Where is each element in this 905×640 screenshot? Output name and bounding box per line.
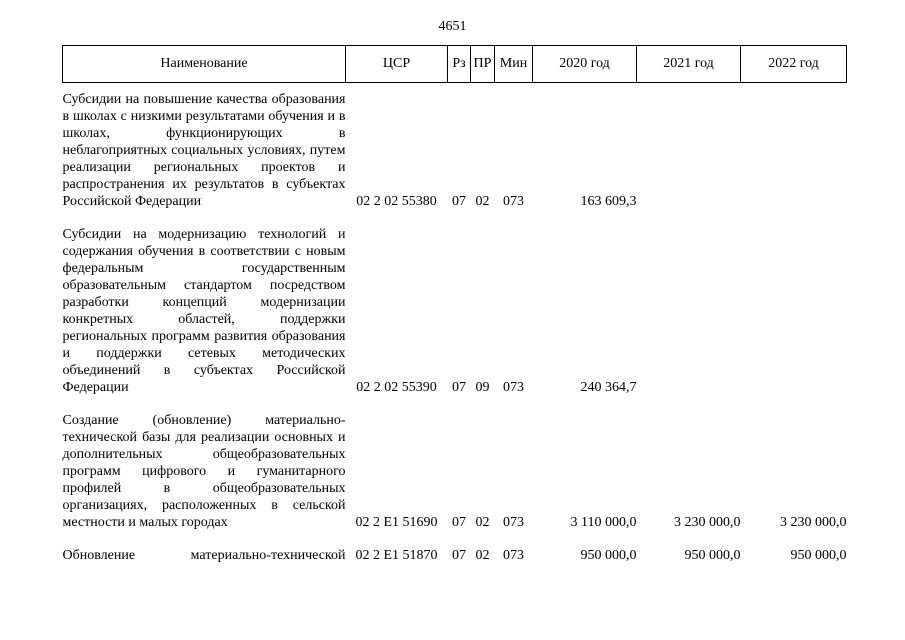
row-pr: 02 bbox=[475, 515, 490, 530]
row-2021 bbox=[637, 226, 741, 396]
row-2022 bbox=[741, 226, 847, 396]
header-pr: ПР bbox=[471, 46, 495, 83]
row-csr: 02 2 E1 51870 bbox=[355, 548, 438, 563]
header-2021: 2021 год bbox=[637, 46, 741, 83]
row-rz: 07 bbox=[452, 194, 466, 209]
header-rz: Рз bbox=[448, 46, 471, 83]
row-min: 073 bbox=[503, 194, 524, 209]
row-pr: 02 bbox=[475, 194, 490, 209]
row-pr: 09 bbox=[475, 380, 490, 395]
row-csr: 02 2 E1 51690 bbox=[355, 515, 438, 530]
header-2020: 2020 год bbox=[533, 46, 637, 83]
row-csr: 02 2 02 55380 bbox=[356, 194, 437, 209]
header-min: Мин bbox=[495, 46, 533, 83]
header-name: Наименование bbox=[63, 46, 346, 83]
row-min: 073 bbox=[503, 380, 524, 395]
budget-table bbox=[62, 45, 847, 564]
row-2021: 3 230 000,0 bbox=[674, 515, 741, 530]
row-pr: 02 bbox=[475, 548, 490, 563]
table-row bbox=[63, 91, 847, 210]
row-2020: 950 000,0 bbox=[580, 548, 637, 563]
row-2021 bbox=[637, 91, 741, 210]
header-2022: 2022 год bbox=[741, 46, 847, 83]
row-2022: 3 230 000,0 bbox=[780, 515, 847, 530]
row-name: Обновление материально-технической bbox=[62, 548, 346, 563]
row-rz: 07 bbox=[452, 515, 466, 530]
row-rz: 07 bbox=[452, 380, 466, 395]
row-name: Субсидии на повышение качества образования в школах с низкими результатами обучения и в школах, функционирующих в неблагоприятных социальных условиях, путем реализации региональных проектов и распространения их результатов в субъектах Российской Федерации bbox=[62, 92, 346, 209]
table-row bbox=[63, 412, 847, 531]
header-csr: ЦСР bbox=[346, 46, 448, 83]
page-number: 4651 bbox=[438, 19, 467, 34]
row-min: 073 bbox=[503, 515, 524, 530]
row-rz: 07 bbox=[452, 548, 466, 563]
row-2020: 3 110 000,0 bbox=[570, 515, 637, 530]
row-min: 073 bbox=[503, 548, 524, 563]
row-2020: 240 364,7 bbox=[580, 380, 637, 395]
row-2022 bbox=[741, 91, 847, 210]
row-csr: 02 2 02 55390 bbox=[356, 380, 437, 395]
row-name: Субсидии на модернизацию технологий и содержания обучения в соответствии с новым федеральным государственным образовательным стандартом посредством разработки концепций модернизации конкретных областей, поддержки региональных программ развития образования и поддержки сетевых методических объединений в субъектах Российской Федерации bbox=[62, 227, 346, 395]
header-row bbox=[63, 46, 847, 83]
row-2022: 950 000,0 bbox=[790, 548, 847, 563]
table-row bbox=[63, 547, 847, 564]
row-2020: 163 609,3 bbox=[580, 194, 637, 209]
row-2021: 950 000,0 bbox=[684, 548, 741, 563]
table-row bbox=[63, 226, 847, 396]
row-name: Создание (обновление) материально-технической базы для реализации основных и дополнительных общеобразовательных программ цифрового и гуманитарного профилей в общеобразовательных организациях, расположенных в сельской местности и малых городах bbox=[62, 413, 346, 530]
